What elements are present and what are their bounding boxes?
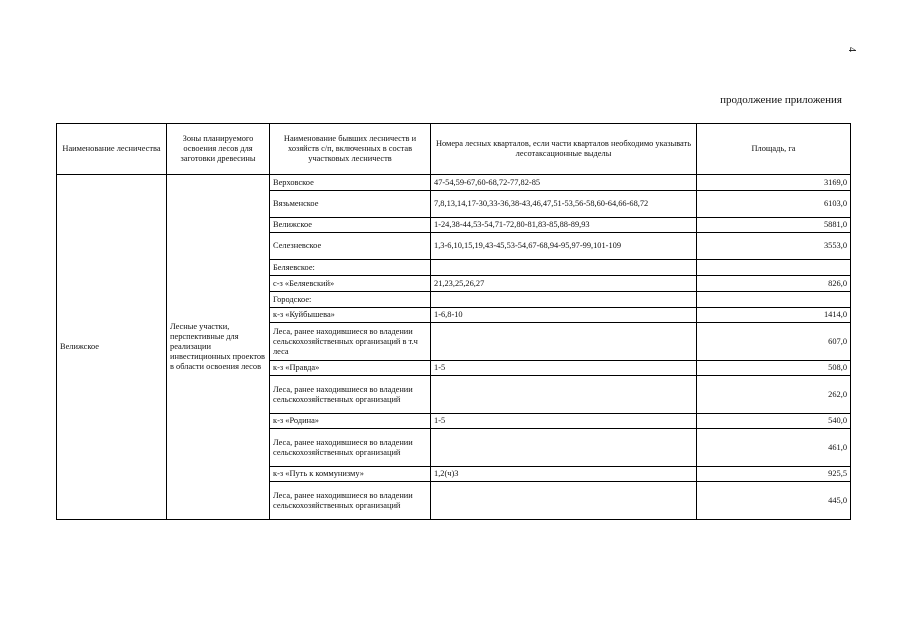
former-forestry-cell: Велижское xyxy=(270,218,431,233)
header-quarters: Номера лесных кварталов, если части кварталов необходимо указывать лесотаксационные выделы xyxy=(431,124,697,175)
quarters-cell xyxy=(431,323,697,361)
zone-cell: Лесные участки, перспективные для реализации инвестиционных проектов в области освоения лесов xyxy=(167,175,270,520)
page-number: 4 xyxy=(846,47,857,52)
table-body xyxy=(57,175,851,520)
area-cell: 445,0 xyxy=(697,482,851,520)
header-forestry: Наименование лесничества xyxy=(57,124,167,175)
area-cell: 5881,0 xyxy=(697,218,851,233)
area-cell xyxy=(697,260,851,276)
quarters-cell xyxy=(431,292,697,308)
forestry-name-cell: Велижское xyxy=(57,175,167,520)
former-forestry-cell: к-з «Родина» xyxy=(270,414,431,429)
former-forestry-cell: Вязьменское xyxy=(270,191,431,218)
continuation-caption: продолжение приложения xyxy=(720,94,842,106)
quarters-cell: 1-6,8-10 xyxy=(431,308,697,323)
area-cell: 826,0 xyxy=(697,276,851,292)
former-forestry-cell: Верховское xyxy=(270,175,431,191)
former-forestry-cell: Леса, ранее находившиеся во владении сельскохозяйственных организаций xyxy=(270,429,431,467)
former-forestry-cell: Леса, ранее находившиеся во владении сельскохозяйственных организаций xyxy=(270,482,431,520)
former-forestry-cell: Селезневское xyxy=(270,233,431,260)
quarters-cell: 1-5 xyxy=(431,414,697,429)
former-forestry-cell: к-з «Куйбышева» xyxy=(270,308,431,323)
area-cell: 607,0 xyxy=(697,323,851,361)
table-row xyxy=(57,175,851,191)
former-forestry-cell: к-з «Путь к коммунизму» xyxy=(270,467,431,482)
quarters-cell: 21,23,25,26,27 xyxy=(431,276,697,292)
quarters-cell: 1,2(ч)3 xyxy=(431,467,697,482)
area-cell: 508,0 xyxy=(697,361,851,376)
quarters-cell xyxy=(431,429,697,467)
area-cell: 925,5 xyxy=(697,467,851,482)
quarters-cell xyxy=(431,482,697,520)
quarters-cell xyxy=(431,376,697,414)
area-cell: 461,0 xyxy=(697,429,851,467)
quarters-cell: 47-54,59-67,60-68,72-77,82-85 xyxy=(431,175,697,191)
quarters-cell: 1-5 xyxy=(431,361,697,376)
area-cell: 6103,0 xyxy=(697,191,851,218)
former-forestry-cell: Леса, ранее находившиеся во владении сельскохозяйственных организаций в т.ч леса xyxy=(270,323,431,361)
quarters-cell: 7,8,13,14,17-30,33-36,38-43,46,47,51-53,56-58,60-64,66-68,72 xyxy=(431,191,697,218)
area-cell xyxy=(697,292,851,308)
area-cell: 3553,0 xyxy=(697,233,851,260)
header-zone: Зоны планируемого освоения лесов для заготовки древесины xyxy=(167,124,270,175)
area-cell: 540,0 xyxy=(697,414,851,429)
quarters-cell: 1,3-6,10,15,19,43-45,53-54,67-68,94-95,97-99,101-109 xyxy=(431,233,697,260)
header-row xyxy=(57,124,851,175)
area-cell: 3169,0 xyxy=(697,175,851,191)
header-area: Площадь, га xyxy=(697,124,851,175)
former-forestry-cell: к-з «Правда» xyxy=(270,361,431,376)
former-forestry-cell: Городское: xyxy=(270,292,431,308)
former-forestry-cell: Беляевское: xyxy=(270,260,431,276)
forestry-table xyxy=(56,123,851,520)
area-cell: 262,0 xyxy=(697,376,851,414)
area-cell: 1414,0 xyxy=(697,308,851,323)
former-forestry-cell: с-з «Беляевский» xyxy=(270,276,431,292)
quarters-cell xyxy=(431,260,697,276)
header-former-forestries: Наименование бывших лесничеств и хозяйств с/п, включенных в состав участковых лесничеств xyxy=(270,124,431,175)
former-forestry-cell: Леса, ранее находившиеся во владении сельскохозяйственных организаций xyxy=(270,376,431,414)
quarters-cell: 1-24,38-44,53-54,71-72,80-81,83-85,88-89,93 xyxy=(431,218,697,233)
